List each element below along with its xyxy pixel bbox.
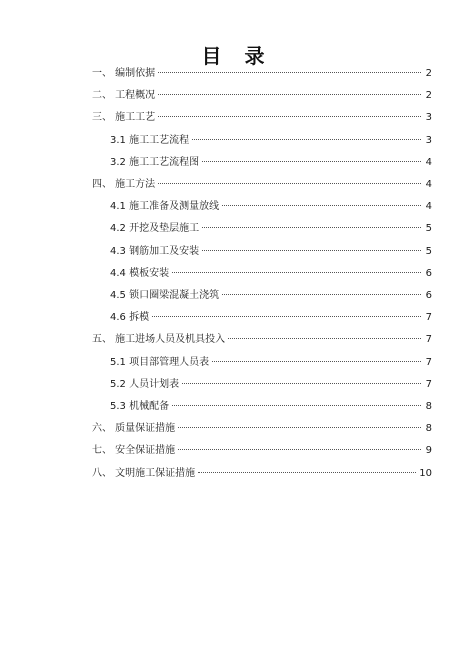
toc-leader-dots — [172, 405, 421, 406]
toc-entry[interactable] — [92, 332, 432, 348]
toc-entry-label: 六、 质量保证措施 — [92, 423, 176, 435]
toc-entry-label: 三、 施工工艺 — [92, 112, 156, 124]
toc-leader-dots — [202, 161, 421, 162]
toc-entry-page-number: 7 — [425, 356, 432, 368]
toc-leader-dots — [202, 227, 421, 228]
toc-entry[interactable] — [92, 421, 432, 437]
toc-entry-label: 5.1 项目部管理人员表 — [110, 356, 210, 368]
toc-leader-dots — [178, 449, 421, 450]
toc-entry-page-number: 3 — [425, 134, 432, 146]
toc-entry-label: 四、 施工方法 — [92, 179, 156, 190]
toc-entry[interactable] — [92, 177, 432, 193]
toc-leader-dots — [158, 94, 421, 95]
toc-entry[interactable] — [110, 355, 432, 371]
toc-entry-page-number: 7 — [425, 378, 432, 390]
toc-entry[interactable] — [110, 288, 432, 304]
toc-entry-label: 5.2 人员计划表 — [110, 378, 180, 390]
toc-leader-dots — [198, 472, 416, 473]
toc-entry-label: 4.5 锁口圈梁混凝土浇筑 — [110, 290, 220, 301]
toc-entry-page-number: 4 — [425, 156, 432, 168]
toc-entry-label: 4.4 模板安装 — [110, 267, 170, 279]
toc-entry[interactable] — [92, 443, 432, 459]
toc-leader-dots — [222, 205, 421, 206]
toc-entry-page-number: 8 — [425, 423, 432, 435]
toc-entry-page-number: 10 — [419, 467, 432, 479]
toc-entry[interactable] — [92, 110, 432, 126]
toc-title: 目 录 — [201, 44, 273, 68]
toc-entry[interactable] — [92, 88, 432, 104]
toc-entry[interactable] — [110, 155, 432, 171]
toc-leader-dots — [158, 183, 421, 184]
toc-entry-label: 八、 文明施工保证措施 — [92, 467, 196, 479]
toc-entry-page-number: 7 — [425, 312, 432, 324]
toc-entry-label: 一、 编制依据 — [92, 68, 156, 79]
toc-entry[interactable] — [92, 66, 432, 82]
toc-entry-label: 五、 施工进场人员及机具投入 — [92, 334, 226, 346]
toc-entry-page-number: 8 — [425, 401, 432, 412]
toc-entry[interactable] — [110, 399, 432, 415]
toc-leader-dots — [212, 361, 421, 362]
toc-entry-page-number: 5 — [425, 223, 432, 235]
toc-leader-dots — [228, 338, 421, 339]
toc-entry-page-number: 4 — [425, 201, 432, 213]
toc-entry-label: 4.6 拆模 — [110, 312, 150, 324]
toc-entry[interactable] — [110, 310, 432, 326]
toc-leader-dots — [178, 427, 421, 428]
toc-entry[interactable] — [110, 199, 432, 215]
toc-entry-label: 4.1 施工准备及测量放线 — [110, 201, 220, 213]
toc-entry[interactable] — [92, 466, 432, 482]
toc-entry[interactable] — [110, 377, 432, 393]
toc-entry-page-number: 2 — [425, 68, 432, 79]
toc-leader-dots — [158, 116, 421, 117]
toc-entry[interactable] — [110, 221, 432, 237]
toc-entry-page-number: 7 — [425, 334, 432, 346]
toc-entry-label: 4.2 开挖及垫层施工 — [110, 223, 200, 235]
toc-entry-page-number: 2 — [425, 90, 432, 102]
toc-entry[interactable] — [110, 266, 432, 282]
toc-entry-page-number: 4 — [425, 179, 432, 190]
toc-leader-dots — [202, 250, 421, 251]
toc-entry-label: 3.2 施工工艺流程图 — [110, 156, 200, 168]
toc-leader-dots — [172, 272, 421, 273]
toc-entry[interactable] — [110, 133, 432, 149]
toc-leader-dots — [192, 139, 421, 140]
toc-leader-dots — [152, 316, 421, 317]
toc-entry-label: 二、 工程概况 — [92, 90, 156, 102]
toc-leader-dots — [182, 383, 421, 384]
toc-entry-page-number: 5 — [425, 245, 432, 257]
toc-entry-label: 3.1 施工工艺流程 — [110, 134, 190, 146]
toc-leader-dots — [222, 294, 421, 295]
toc-entry-label: 4.3 钢筋加工及安装 — [110, 245, 200, 257]
toc-entry-page-number: 6 — [425, 290, 432, 301]
toc-entry-page-number: 9 — [425, 445, 432, 457]
toc-entry-page-number: 3 — [425, 112, 432, 124]
toc-entry-page-number: 6 — [425, 267, 432, 279]
toc-entry-label: 七、 安全保证措施 — [92, 445, 176, 457]
toc-leader-dots — [158, 72, 421, 73]
toc-entry[interactable] — [110, 244, 432, 260]
toc-entry-label: 5.3 机械配备 — [110, 401, 170, 412]
